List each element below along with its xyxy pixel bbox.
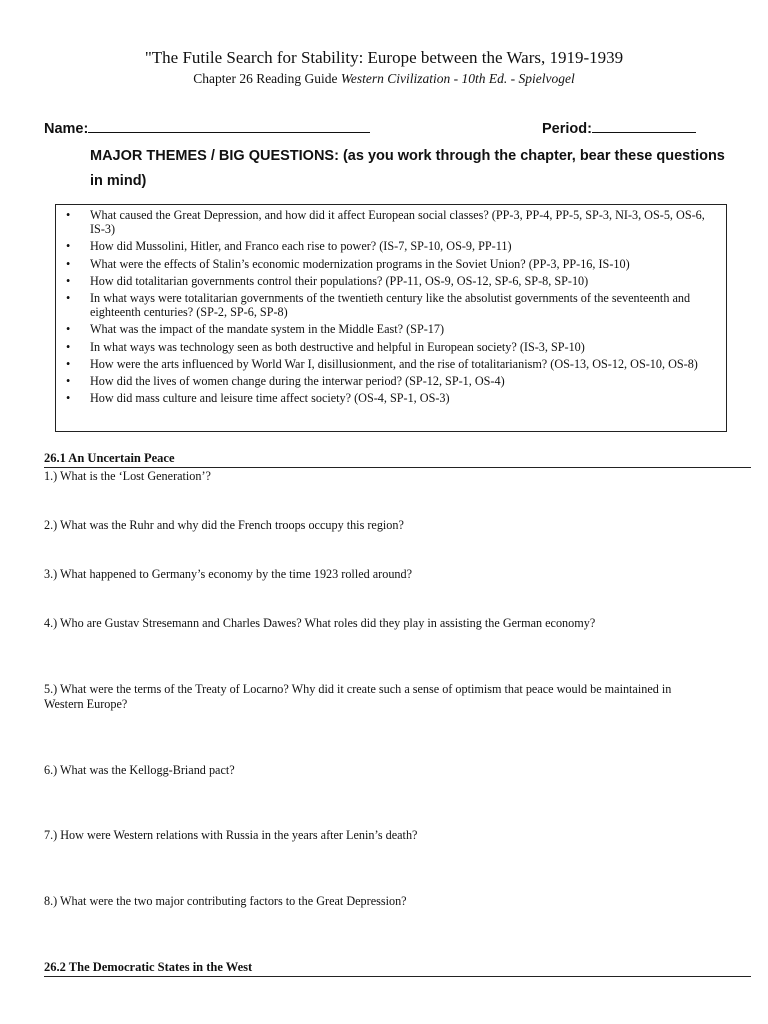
themes-heading: MAJOR THEMES / BIG QUESTIONS: (as you work through the chapter, bear these questions in mind) [90, 148, 725, 189]
question-8: 8.) What were the two major contributing factors to the Great Depression? [44, 894, 407, 908]
theme-text: In what ways was technology seen as both destructive and helpful in European society? (IS-3, SP-10) [90, 339, 585, 354]
theme-text: In what ways were totalitarian governments of the twentieth century like the absolutist governments of the seventeenth and eighteenth centuries? (SP-2, SP-6, SP-8) [90, 291, 691, 320]
list-item [66, 208, 720, 236]
list-item [66, 274, 720, 288]
question-1: 1.) What is the ‘Lost Generation’? [44, 469, 211, 483]
theme-text: How did mass culture and leisure time affect society? (OS-4, SP-1, OS-3) [90, 391, 450, 406]
bullet-icon: • [66, 239, 71, 254]
document-title: "The Futile Search for Stability: Europe between the Wars, 1919-1939 [144, 48, 624, 67]
question-4: 4.) Who are Gustav Stresemann and Charles Dawes? What roles did they play in assisting the German economy? [44, 616, 596, 630]
list-item [66, 357, 720, 371]
period-blank[interactable] [592, 118, 696, 133]
period-field[interactable] [542, 118, 696, 137]
theme-text: How were the arts influenced by World War I, disillusionment, and the rise of totalitarianism? (OS-13, OS-12, OS-10, OS-8) [90, 356, 698, 371]
bullet-icon: • [66, 391, 71, 406]
name-label: Name: [44, 121, 89, 137]
question-3: 3.) What happened to Germany’s economy by the time 1923 rolled around? [44, 567, 413, 581]
name-field[interactable] [44, 118, 370, 137]
list-item [66, 374, 720, 388]
list-item [66, 291, 720, 319]
list-item [66, 391, 720, 405]
theme-text: What was the impact of the mandate system in the Middle East? (SP-17) [90, 322, 445, 337]
question-2: 2.) What was the Ruhr and why did the French troops occupy this region? [44, 518, 404, 532]
themes-list [66, 208, 720, 405]
list-item [66, 340, 720, 354]
section-heading-26-2: 26.2 The Democratic States in the West [44, 960, 751, 977]
section-heading-26-1: 26.1 An Uncertain Peace [44, 451, 751, 468]
bullet-icon: • [66, 356, 71, 371]
bullet-icon: • [66, 339, 71, 354]
list-item [66, 322, 720, 336]
themes-box [55, 204, 727, 432]
subtitle-chapter: Chapter 26 Reading Guide [193, 71, 341, 86]
period-label: Period: [542, 121, 592, 137]
list-item [66, 239, 720, 253]
bullet-icon: • [66, 256, 71, 271]
document-subtitle [0, 71, 768, 87]
name-blank[interactable] [88, 118, 370, 133]
bullet-icon: • [66, 291, 71, 306]
bullet-icon: • [66, 374, 71, 389]
theme-text: How did Mussolini, Hitler, and Franco each rise to power? (IS-7, SP-10, OS-9, PP-11) [90, 239, 512, 254]
theme-text: What were the effects of Stalin’s economic modernization programs in the Soviet Union? (PP-3, PP-16, IS-10) [90, 256, 630, 271]
bullet-icon: • [66, 273, 71, 288]
subtitle-book: Western Civilization - 10th Ed. - Spielvogel [340, 71, 575, 86]
bullet-icon: • [66, 208, 71, 222]
bullet-icon: • [66, 322, 71, 337]
question-6: 6.) What was the Kellogg-Briand pact? [44, 763, 235, 777]
theme-text: How did the lives of women change during the interwar period? (SP-12, SP-1, OS-4) [90, 374, 505, 389]
theme-text: How did totalitarian governments control their populations? (PP-11, OS-9, OS-12, SP-6, SP-8, SP-10) [90, 273, 589, 288]
question-7: 7.) How were Western relations with Russia in the years after Lenin’s death? [44, 828, 418, 842]
question-5: 5.) What were the terms of the Treaty of Locarno? Why did it create such a sense of optimism that peace would be maintained in Western Europe? [44, 682, 672, 711]
theme-text: What caused the Great Depression, and how did it affect European social classes? (PP-3, PP-4, PP-5, SP-3, NI-3, OS-5, OS-6, IS-3) [90, 208, 705, 237]
list-item [66, 257, 720, 271]
